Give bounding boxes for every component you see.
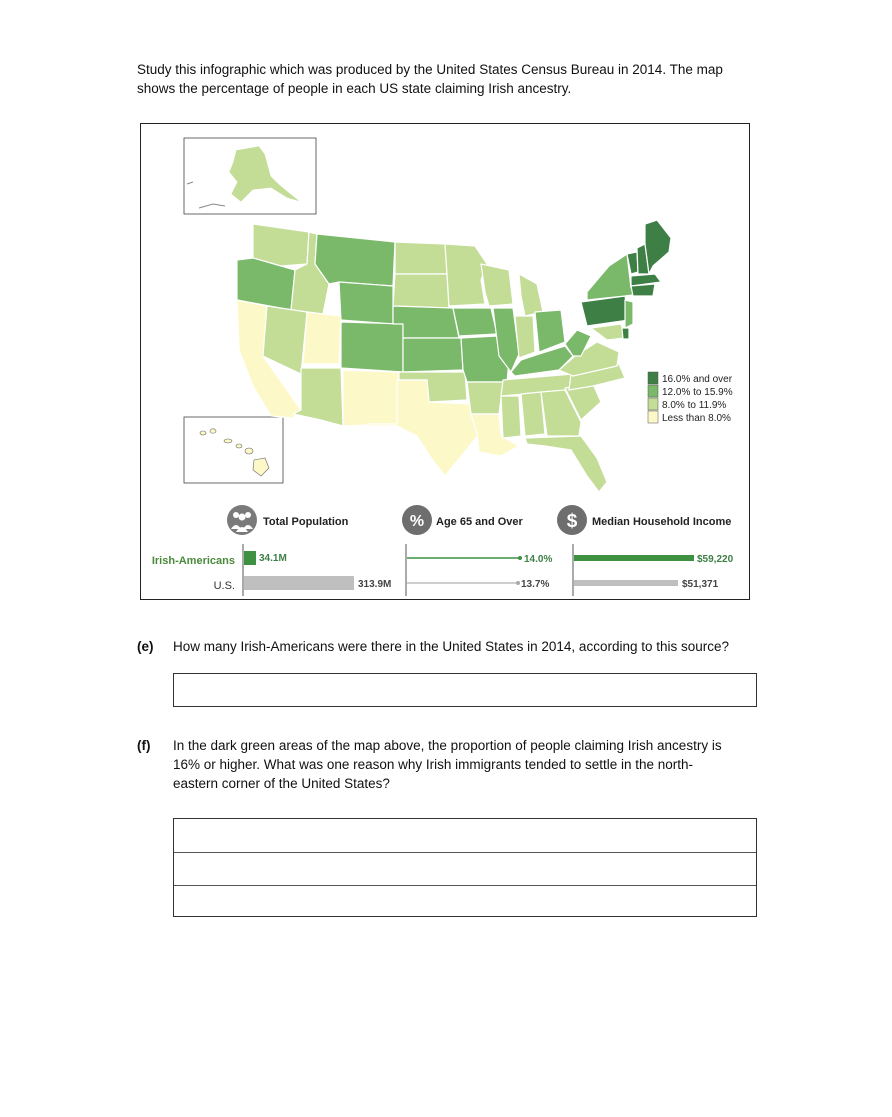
legend-label-1: 16.0% and over — [662, 374, 733, 385]
state-montana — [315, 234, 395, 286]
bar-population-irish — [244, 551, 256, 565]
question-e — [137, 637, 777, 657]
state-washington — [253, 224, 309, 266]
state-iowa — [453, 308, 497, 336]
legend-swatch-3 — [648, 398, 658, 410]
header-total-population: Total Population — [263, 516, 349, 528]
svg-text:$: $ — [566, 511, 578, 532]
answer-box-f[interactable] — [173, 818, 757, 917]
state-colorado — [341, 322, 403, 372]
value-age-us: 13.7% — [521, 579, 550, 590]
bar-income-us — [574, 580, 678, 586]
percent-icon — [402, 505, 432, 535]
header-income: Median Household Income — [592, 516, 732, 528]
question-f-line-2: 16% or higher. What was one reason why Irish immigrants tended to settle in the north- — [173, 757, 694, 772]
value-population-irish: 34.1M — [259, 553, 287, 564]
question-e-number: (e) — [137, 639, 154, 654]
row-label-us: U.S. — [213, 580, 235, 592]
answer-line — [174, 885, 756, 886]
state-florida — [525, 436, 607, 492]
svg-text:%: % — [409, 513, 425, 530]
state-nevada — [263, 306, 307, 374]
intro-line-1: Study this infographic which was produced by the United States Census Bureau in 2014. The map — [137, 62, 723, 77]
question-f-text — [173, 736, 722, 793]
header-age-65: Age 65 and Over — [436, 516, 523, 528]
state-indiana — [515, 316, 535, 358]
value-age-irish: 14.0% — [524, 554, 553, 565]
intro-line-2: shows the percentage of people in each US state claiming Irish ancestry. — [137, 81, 572, 96]
question-f-number: (f) — [137, 738, 151, 753]
legend-swatch-4 — [648, 411, 658, 423]
state-ohio — [535, 310, 565, 352]
dot-age-us — [516, 581, 520, 585]
row-label-irish: Irish-Americans — [151, 555, 235, 567]
legend-swatch-1 — [648, 372, 658, 384]
state-maryland — [591, 324, 625, 340]
state-north-dakota — [395, 242, 447, 274]
legend-label-4: Less than 8.0% — [662, 413, 731, 424]
answer-box-e[interactable] — [173, 673, 757, 707]
state-south-dakota — [393, 274, 449, 308]
state-new-mexico — [343, 370, 399, 426]
dot-age-irish — [518, 556, 522, 560]
bar-income-irish — [574, 555, 694, 561]
bar-population-us — [244, 576, 354, 590]
value-population-us: 313.9M — [358, 579, 392, 590]
state-connecticut-rhode-island — [631, 284, 655, 296]
question-f-line-1: In the dark green areas of the map above, the proportion of people claiming Irish ancestry is — [173, 738, 722, 753]
dollar-icon — [557, 505, 587, 535]
answer-line — [174, 852, 756, 853]
infographic-graphic — [141, 124, 751, 601]
legend-swatch-2 — [648, 385, 658, 397]
legend-label-2: 12.0% to 15.9% — [662, 387, 733, 398]
state-kansas — [403, 338, 463, 372]
value-income-us: $51,371 — [682, 579, 719, 590]
legend-label-3: 8.0% to 11.9% — [662, 400, 727, 411]
state-wyoming — [339, 282, 393, 324]
state-arizona — [293, 368, 343, 426]
question-f-line-3: eastern corner of the United States? — [173, 776, 390, 791]
question-e-text: How many Irish-Americans were there in the United States in 2014, according to this source? — [173, 639, 730, 654]
people-icon — [227, 505, 257, 535]
state-wisconsin — [481, 264, 513, 306]
state-nebraska — [393, 306, 459, 338]
state-minnesota — [445, 244, 487, 306]
question-f — [137, 736, 777, 796]
state-utah — [303, 312, 341, 364]
state-maine — [645, 220, 671, 274]
state-delaware — [622, 328, 629, 339]
us-map — [237, 220, 671, 492]
census-infographic — [140, 123, 750, 600]
state-arkansas — [467, 382, 503, 414]
hawaii-inset-frame — [184, 417, 283, 483]
value-income-irish: $59,220 — [697, 554, 734, 565]
state-michigan — [519, 274, 543, 316]
state-mississippi — [501, 396, 521, 438]
state-new-jersey — [625, 300, 633, 328]
intro-text — [137, 60, 777, 98]
state-pennsylvania — [581, 296, 629, 326]
map-legend — [648, 372, 733, 424]
